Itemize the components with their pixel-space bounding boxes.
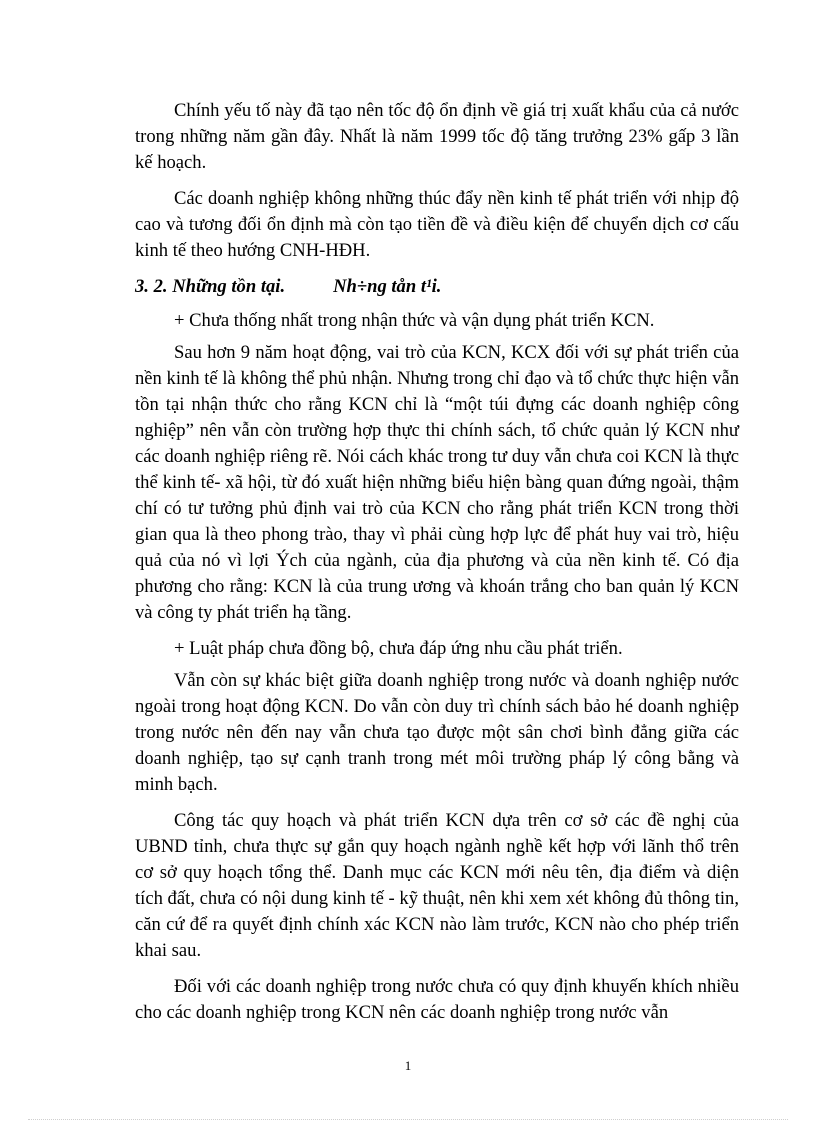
- footer-divider: [28, 1119, 788, 1120]
- paragraph-export-growth: Chính yếu tố này đã tạo nên tốc độ ổn định về giá trị xuất khẩu của cả nước trong những năm gần đây. Nhất là năm 1999 tốc độ tăng trưởng 23% gấp 3 lần kế hoạch.: [135, 100, 739, 173]
- paragraph-domestic-enterprises: Đối với các doanh nghiệp trong nước chưa có quy định khuyến khích nhiều cho các doanh nghiệp trong KCN nên các doanh nghiệp trong nước vẫn: [135, 976, 739, 1023]
- document-page: [135, 98, 739, 1036]
- page-number: 1: [404, 1058, 412, 1073]
- paragraph-planning: Công tác quy hoạch và phát triển KCN dựa trên cơ sở các đề nghị của UBND tỉnh, chưa thực sự gắn quy hoạch ngành nghề kết hợp với lãnh thổ trên cơ sở quy hoạch tổng thể. Danh mục các KCN mới nêu tên, địa điểm và diện tích đất, chưa có nội dung kinh tế - kỹ thuật, nên khi xem xét không đủ thông tin, căn cứ để ra quyết định chính xác KCN nào làm trước, KCN nào cho phép triển khai sau.: [135, 810, 739, 961]
- section-heading-garbled: Nh÷ng tån t¹i.: [333, 276, 442, 297]
- section-heading-title: 3. 2. Những tồn tại.: [135, 276, 286, 297]
- paragraph-awareness-detail: Sau hơn 9 năm hoạt động, vai trò của KCN, KCX đối với sự phát triển của nền kinh tế là không thể phủ nhận. Nhưng trong chỉ đạo và tổ chức thực hiện vẫn tồn tại nhận thức cho rằng KCN chỉ là “một túi đựng các doanh nghiệp công nghiệp” nên vẫn còn trường hợp thực thi chính sách, tổ chức quản lý KCN như các doanh nghiệp riêng rẽ. Nói cách khác trong tư duy vẫn chưa coi KCN là thực thể kinh tế- xã hội, từ đó xuất hiện những biểu hiện bàng quan đứng ngoài, thậm chí có tư tưởng phủ định vai trò của KCN cho rằng phát triển KCN trong thời gian qua là theo phong trào, thay vì phải cùng hợp lực để phát huy vai trò, hiệu quả của nó vì lợi Ých của ngành, của địa phương và của nền kinh tế. Có địa phương cho rằng: KCN là của trung ương và khoán trắng cho ban quản lý KCN và công ty phát triển hạ tầng.: [135, 342, 739, 623]
- bullet-legal: + Luật pháp chưa đồng bộ, chưa đáp ứng nhu cầu phát triển.: [174, 638, 623, 659]
- section-heading: [135, 274, 739, 300]
- paragraph-enterprises-role: Các doanh nghiệp không những thúc đẩy nền kinh tế phát triển với nhịp độ cao và tương đối ổn định mà còn tạo tiền đề và điều kiện để chuyển dịch cơ cấu kinh tế theo hướng CNH-HĐH.: [135, 188, 739, 261]
- paragraph-legal-detail: Vẫn còn sự khác biệt giữa doanh nghiệp trong nước và doanh nghiệp nước ngoài trong hoạt động KCN. Do vẫn còn duy trì chính sách bảo hé doanh nghiệp trong nước nên đến nay vẫn chưa tạo được một sân chơi bình đẳng giữa các doanh nghiệp, tạo sự cạnh tranh trong mét môi trường pháp lý công bằng và minh bạch.: [135, 670, 739, 795]
- bullet-awareness: + Chưa thống nhất trong nhận thức và vận dụng phát triển KCN.: [174, 310, 655, 331]
